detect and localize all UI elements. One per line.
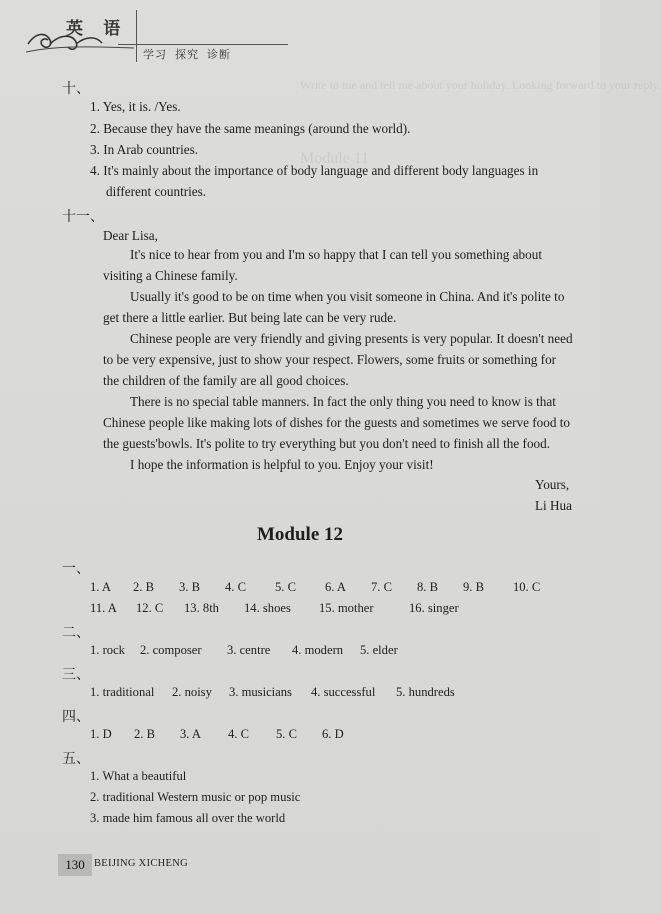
section-label: 十、	[62, 82, 90, 97]
letter-line: Chinese people are very friendly and giving presents is very popular. It doesn't need	[130, 331, 573, 346]
answer-row: 1. D 2. B 3. A 4. C 5. C 6. D	[90, 727, 344, 741]
letter-line: It's nice to hear from you and I'm so happy that I can tell you something about	[130, 247, 542, 262]
letter-line: to be very expensive, just to show your respect. Flowers, some fruits or something for	[103, 352, 557, 367]
section-label: 十一、	[62, 210, 104, 225]
letter-line: get there a little earlier. But being late can be very rude.	[103, 310, 397, 325]
letter-line: Usually it's good to be on time when you visit someone in China. And it's polite to	[130, 289, 565, 304]
answer-row: 1. rock 2. composer 3. centre 4. modern 5. elder	[90, 643, 398, 657]
section-label: 三、	[62, 668, 90, 683]
answer-item: 3. made him famous all over the world	[90, 811, 286, 825]
section-label: 一、	[62, 562, 90, 577]
answer-item: 1. Yes, it is. /Yes.	[90, 99, 181, 114]
letter-closing: Yours,	[535, 477, 570, 492]
letter-line: Chinese people like making lots of dishes for the guests and sometimes we serve food to	[103, 415, 570, 430]
letter-line: I hope the information is helpful to you. Enjoy your visit!	[130, 457, 434, 472]
letter-line: the guests'bowls. It's polite to try everything but you don't need to finish all the food.	[103, 436, 551, 451]
answer-item: different countries.	[106, 184, 207, 199]
answer-item: 1. What a beautiful	[90, 769, 187, 783]
header-subtitle: 学习 探究 诊断	[143, 49, 231, 61]
footer-text: BEIJING XICHENG	[94, 858, 189, 869]
letter-line: the children of the family are all good choices.	[103, 373, 349, 388]
section-label: 四、	[62, 710, 90, 725]
answer-item: 4. It's mainly about the importance of body language and different body languages in	[90, 163, 539, 178]
letter-line: There is no special table manners. In fact the only thing you need to know is that	[130, 394, 556, 409]
letter-signature: Li Hua	[535, 498, 572, 513]
answer-item: 2. Because they have the same meanings (around the world).	[90, 121, 411, 136]
answer-row: 1. traditional 2. noisy 3. musicians 4. successful 5. hundreds	[90, 685, 455, 699]
bleed-through: Module 11	[300, 150, 370, 167]
section-label: 二、	[62, 626, 90, 641]
letter-greeting: Dear Lisa,	[103, 228, 158, 243]
section-label: 五、	[62, 752, 90, 767]
page-number: 130	[58, 854, 92, 876]
bleed-through: Write to me and tell me about your holiday. Looking forward to your reply.	[300, 78, 661, 92]
header-rule	[118, 44, 288, 45]
subject-title: 英 语	[66, 19, 129, 38]
module-title: Module 12	[256, 524, 344, 545]
header-divider	[136, 10, 137, 62]
answer-row: 11. A 12. C 13. 8th 14. shoes 15. mother 16. singer	[90, 601, 459, 615]
answer-item: 2. traditional Western music or pop music	[90, 790, 301, 804]
letter-line: visiting a Chinese family.	[103, 268, 238, 283]
answer-row: 1. A 2. B 3. B 4. C 5. C 6. A 7. C 8. B 9. B 10. C	[90, 580, 541, 594]
page-header	[0, 0, 600, 70]
answer-item: 3. In Arab countries.	[90, 142, 199, 157]
